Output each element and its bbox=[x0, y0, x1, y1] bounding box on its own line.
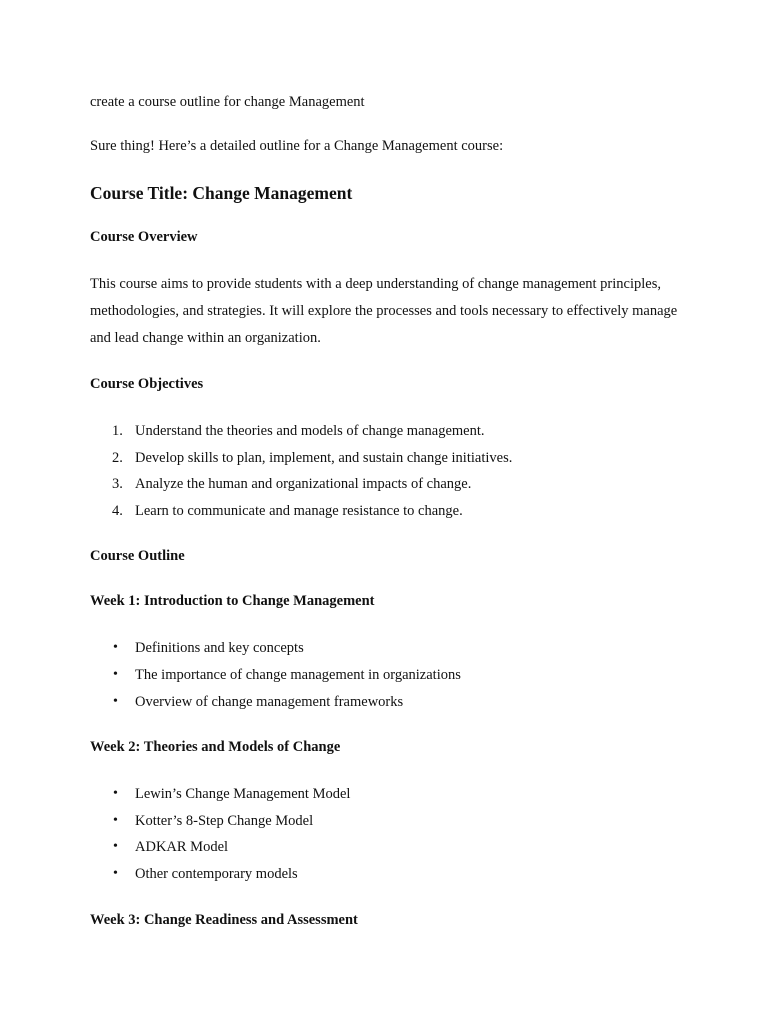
list-item-text: Lewin’s Change Management Model bbox=[135, 786, 351, 803]
list-item bbox=[90, 781, 690, 808]
overview-text: This course aims to provide students with a deep understanding of change management principles, methodologies, and strategies. It will explore the processes and tools necessary to effectively manage and lead change within an organization. bbox=[90, 276, 678, 346]
week-1-title: Week 1: Introduction to Change Management bbox=[90, 593, 375, 610]
objective-number: 3. bbox=[112, 476, 123, 493]
objective-item bbox=[90, 445, 690, 472]
course-title: Course Title: Change Management bbox=[90, 183, 353, 203]
objective-number: 1. bbox=[112, 423, 123, 439]
week-2-list bbox=[90, 781, 690, 887]
bullet-icon: • bbox=[113, 693, 118, 709]
outline-heading: Course Outline bbox=[90, 548, 185, 565]
objectives-list bbox=[90, 418, 690, 524]
bullet-icon: • bbox=[113, 666, 118, 682]
objective-text: Understand the theories and models of change management. bbox=[135, 423, 485, 439]
list-item bbox=[90, 834, 690, 861]
week-1-list bbox=[90, 635, 690, 715]
bullet-icon: • bbox=[113, 812, 118, 828]
objective-item bbox=[90, 471, 690, 498]
list-item bbox=[90, 808, 690, 835]
prompt-text: create a course outline for change Management bbox=[90, 94, 365, 110]
list-item bbox=[90, 662, 690, 689]
bullet-icon: • bbox=[113, 839, 118, 855]
objective-text: Analyze the human and organizational impacts of change. bbox=[135, 476, 472, 493]
list-item bbox=[90, 635, 690, 662]
list-item-text: Overview of change management frameworks bbox=[135, 693, 404, 710]
list-item bbox=[90, 861, 690, 888]
list-item-text: Kotter’s 8-Step Change Model bbox=[135, 812, 314, 829]
objective-text: Develop skills to plan, implement, and sustain change initiatives. bbox=[135, 449, 513, 466]
objective-item bbox=[90, 418, 690, 445]
objective-item bbox=[90, 498, 690, 525]
week-2-title: Week 2: Theories and Models of Change bbox=[90, 739, 341, 756]
objective-number: 4. bbox=[112, 502, 123, 519]
bullet-icon: • bbox=[113, 786, 118, 802]
list-item-text: Definitions and key concepts bbox=[135, 640, 304, 657]
list-item-text: Other contemporary models bbox=[135, 865, 298, 882]
objective-text: Learn to communicate and manage resistance to change. bbox=[135, 502, 463, 519]
document-content bbox=[90, 91, 690, 954]
list-item-text: The importance of change management in organizations bbox=[135, 666, 461, 683]
objective-number: 2. bbox=[112, 449, 123, 466]
week-3-title: Week 3: Change Readiness and Assessment bbox=[90, 911, 358, 928]
objectives-heading: Course Objectives bbox=[90, 376, 204, 392]
bullet-icon: • bbox=[113, 640, 118, 656]
bullet-icon: • bbox=[113, 865, 118, 881]
list-item-text: ADKAR Model bbox=[135, 839, 229, 856]
intro-text: Sure thing! Here’s a detailed outline for a Change Management course: bbox=[90, 138, 504, 154]
list-item bbox=[90, 689, 690, 716]
overview-heading: Course Overview bbox=[90, 229, 198, 245]
